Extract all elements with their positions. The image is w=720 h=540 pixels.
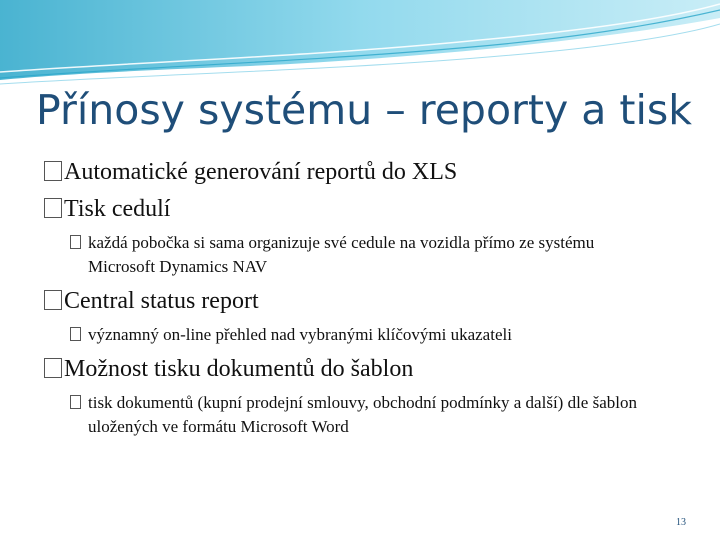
missing-glyph-bullet-icon	[44, 358, 62, 378]
sub-bullet-text: každá pobočka si sama organizuje své cedule na vozidla přímo ze systému Microsoft Dynamics NAV	[88, 233, 595, 276]
bullet-text: Možnost tisku dokumentů do šablon	[64, 356, 414, 382]
sub-bullet-text: významný on-line přehled nad vybranými klíčovými ukazateli	[88, 325, 512, 344]
missing-glyph-bullet-icon	[44, 290, 62, 310]
bullet-item	[44, 195, 694, 223]
sub-bullet-item	[70, 323, 694, 347]
sub-bullet-text: tisk dokumentů (kupní prodejní smlouvy, obchodní podmínky a další) dle šablon uložených ve formátu Microsoft Word	[88, 393, 637, 436]
missing-glyph-bullet-icon	[70, 395, 81, 409]
slide-title: Přínosy systému – reporty a tisk	[36, 86, 692, 134]
bullet-text: Tisk cedulí	[64, 196, 171, 222]
bullet-item	[44, 287, 694, 315]
header-wave-decoration	[0, 0, 720, 90]
missing-glyph-bullet-icon	[70, 235, 81, 249]
sub-bullet-item	[70, 231, 694, 279]
missing-glyph-bullet-icon	[70, 327, 81, 341]
page-number: 13	[676, 517, 686, 528]
bullet-text: Central status report	[64, 288, 259, 314]
missing-glyph-bullet-icon	[44, 198, 62, 218]
missing-glyph-bullet-icon	[44, 161, 62, 181]
sub-bullet-item	[70, 391, 694, 439]
bullet-item	[44, 355, 694, 383]
bullet-item	[44, 158, 694, 186]
bullet-text: Automatické generování reportů do XLS	[64, 159, 458, 185]
slide-content	[44, 158, 694, 447]
